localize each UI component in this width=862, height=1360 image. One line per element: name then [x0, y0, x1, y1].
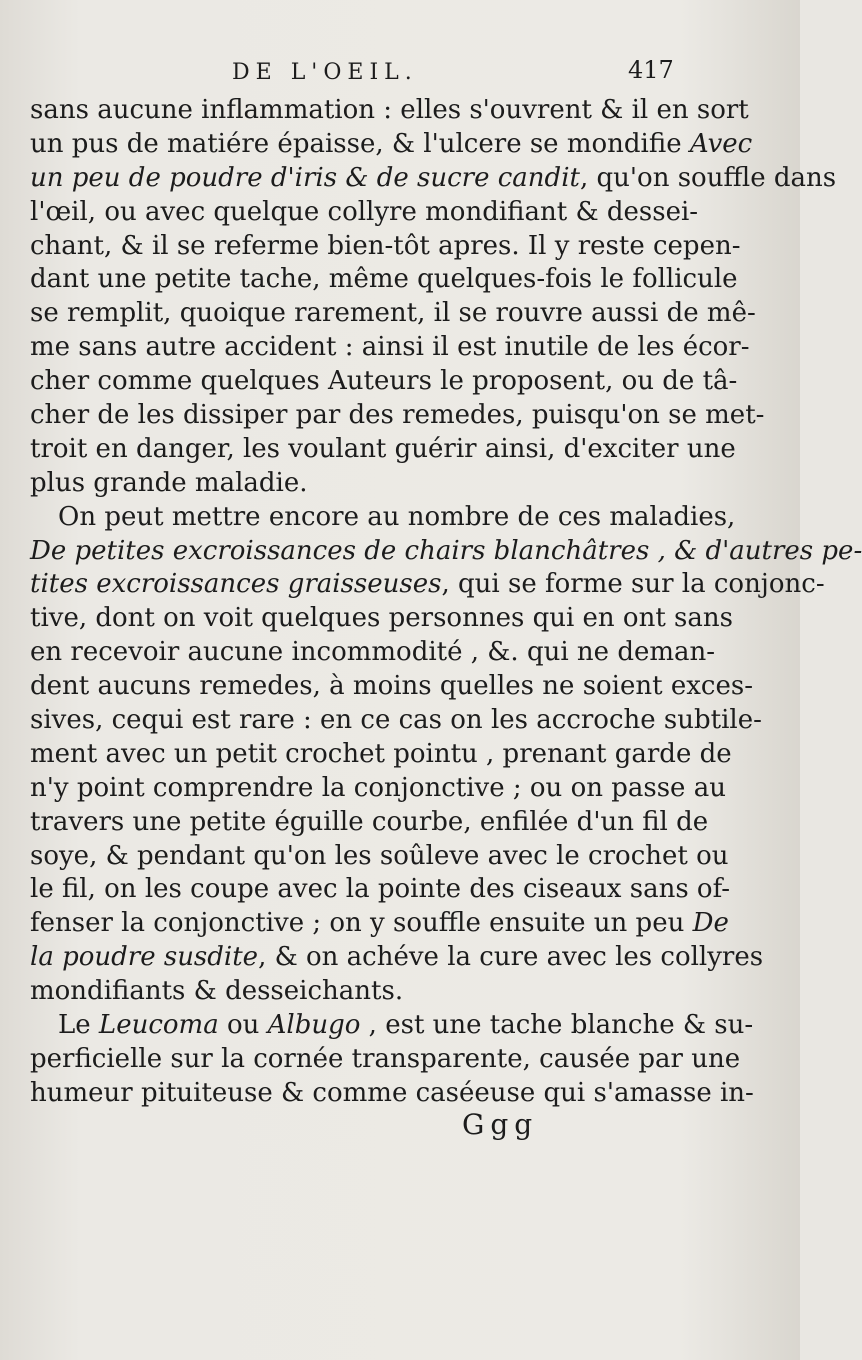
text-segment: chant, & il se referme bien-tôt apres. Il y reste cepen-	[30, 230, 741, 261]
italic-text: De	[692, 908, 729, 939]
text-line	[30, 1043, 741, 1077]
text-line	[30, 196, 699, 230]
text-line	[30, 230, 741, 264]
text-line	[30, 840, 729, 874]
text-line	[30, 365, 738, 399]
text-segment: plus grande maladie.	[30, 467, 308, 498]
text-segment: n'y point comprendre la conjonctive ; ou on passe au	[30, 772, 726, 803]
italic-text: De petites excroissances de chairs blanchâtres , & d'autres pe-	[30, 535, 862, 566]
text-line	[30, 128, 753, 162]
text-segment: fenser la conjonctive ; on y souffle ensuite un peu	[30, 908, 693, 939]
text-segment: , & on achéve la cure avec les collyres	[258, 942, 764, 973]
text-segment: dant une petite tache, même quelques-fois le follicule	[30, 264, 738, 295]
text-segment: se remplit, quoique rarement, il se rouvre aussi de mê-	[30, 298, 756, 329]
text-line	[30, 772, 726, 806]
text-line	[30, 975, 690, 1009]
text-segment: en recevoir aucune incommodité , &. qui ne deman-	[30, 637, 716, 668]
text-segment: , qui se forme sur la conjonc-	[441, 569, 825, 600]
italic-text: Albugo	[267, 1010, 361, 1041]
text-segment: humeur pituiteuse & comme caséeuse qui s'amasse in-	[30, 1077, 754, 1108]
text-line	[30, 941, 764, 975]
page-number: 417	[628, 56, 674, 84]
text-line	[30, 501, 736, 535]
text-line	[30, 399, 765, 433]
text-segment: cher comme quelques Auteurs le proposent, ou de tâ-	[30, 366, 738, 397]
text-line	[30, 636, 716, 670]
text-segment: tive, dont on voit quelques personnes qui en ont sans	[30, 603, 733, 634]
text-segment: troit en danger, les voulant guérir ainsi, d'exciter une	[30, 433, 736, 464]
text-line	[30, 1009, 754, 1043]
text-line	[30, 907, 729, 941]
text-segment: cher de les dissiper par des remedes, puisqu'on se met-	[30, 400, 765, 431]
text-line	[30, 602, 733, 636]
text-line	[30, 704, 762, 738]
text-segment: me sans autre accident : ainsi il est inutile de les écor-	[30, 332, 750, 363]
text-line	[30, 806, 709, 840]
text-segment: sives, cequi est rare : en ce cas on les accroche subtile-	[30, 705, 762, 736]
italic-text: un peu de poudre d'iris & de sucre candit	[30, 162, 580, 193]
text-segment: perficielle sur la cornée transparente, causée par une	[30, 1043, 741, 1074]
italic-text: Avec	[689, 128, 753, 159]
italic-text: Leucoma	[98, 1010, 219, 1041]
italic-text: la poudre susdite	[30, 942, 259, 973]
text-line	[30, 162, 837, 196]
text-line	[30, 297, 756, 331]
text-line	[30, 535, 862, 569]
text-segment: mondifiants & desseichants.	[30, 976, 404, 1007]
text-segment: soye, & pendant qu'on les soûleve avec le crochet ou	[30, 840, 729, 871]
text-segment: ment avec un petit crochet pointu , prenant garde de	[30, 738, 732, 769]
text-line	[30, 738, 732, 772]
text-line	[30, 568, 825, 602]
text-line	[30, 331, 750, 365]
page-header	[0, 56, 800, 96]
text-line	[30, 94, 749, 128]
text-segment: un pus de matiére épaisse, & l'ulcere se mondifie	[30, 128, 690, 159]
text-segment: sans aucune inflammation : elles s'ouvrent & il en sort	[30, 95, 749, 125]
text-segment: travers une petite éguille courbe, enfilée d'un fil de	[30, 806, 709, 837]
text-segment: , est une tache blanche & su-	[360, 1010, 754, 1041]
text-line	[30, 433, 736, 467]
text-body	[30, 94, 862, 1111]
text-segment: ou	[218, 1010, 268, 1041]
text-line	[30, 263, 738, 297]
text-segment: dent aucuns remedes, à moins quelles ne soient exces-	[30, 671, 753, 702]
signature-mark: Ggg	[462, 1108, 539, 1141]
text-segment: On peut mettre encore au nombre de ces maladies,	[58, 501, 736, 532]
text-line	[30, 1077, 754, 1111]
text-line	[30, 873, 731, 907]
text-line	[30, 467, 690, 501]
text-segment: le fil, on les coupe avec la pointe des ciseaux sans of-	[30, 874, 731, 905]
text-segment: , qu'on souffle dans	[579, 162, 837, 193]
text-segment: l'œil, ou avec quelque collyre mondifiant & dessei-	[30, 196, 699, 227]
text-segment: Le	[58, 1010, 99, 1041]
italic-text: tites excroissances graisseuses	[30, 569, 442, 600]
text-line	[30, 670, 753, 704]
running-head: DE L'OEIL.	[232, 60, 418, 85]
